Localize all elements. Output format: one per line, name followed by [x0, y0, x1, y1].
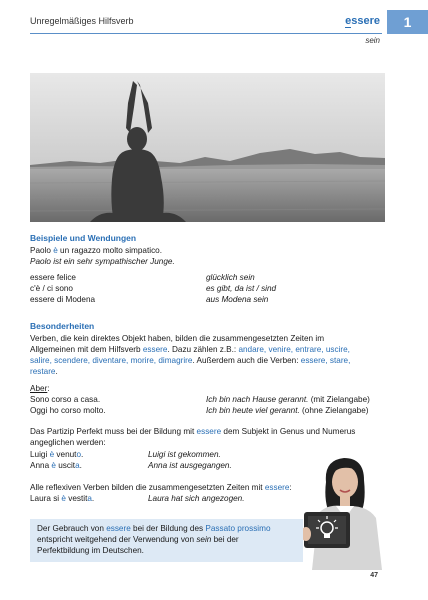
special-heading: Besonderheiten	[30, 321, 95, 331]
verb-form: è	[53, 246, 58, 255]
info-box-text: Der Gebrauch von essere bei der Bildung des Passato prossimo entspricht weitgehend der Verwendung von sein bei der Perfektbildung im Deutschen.	[37, 524, 271, 555]
agreement-example: Luigi è venuto.	[30, 450, 84, 459]
teacher-illustration	[296, 452, 390, 570]
yoga-photo	[30, 73, 385, 222]
aber-it: Oggi ho corso molto.	[30, 406, 106, 415]
phrase-de: glücklich sein	[206, 273, 255, 282]
phrase-de: es gibt, da ist / sind	[206, 284, 277, 293]
chapter-tab: 1	[387, 10, 428, 34]
header-rule	[30, 33, 382, 34]
page-number: 47	[370, 572, 378, 579]
verb-list: restare	[30, 367, 56, 376]
header-verb	[345, 15, 380, 27]
agreement-translation: Anna ist ausgegangen.	[148, 461, 232, 470]
phrase-it: essere felice	[30, 273, 76, 282]
verb-rest: ssere	[351, 15, 380, 27]
example-translation: Paolo ist ein sehr sympathischer Junge.	[30, 257, 175, 266]
running-header: Unregelmäßiges Hilfsverb	[30, 16, 134, 26]
agreement-example: Anna è uscita.	[30, 461, 82, 470]
aber-de: Ich bin heute viel gerannt. (ohne Zielangabe)	[206, 406, 369, 415]
aber-label: Aber:	[30, 384, 50, 393]
reflexive-example: Laura si è vestita.	[30, 494, 95, 503]
phrase-it: essere di Modena	[30, 295, 96, 304]
agreement-translation: Luigi ist gekommen.	[148, 450, 221, 459]
verb-initial: e	[345, 15, 352, 27]
examples-heading: Beispiele und Wendungen	[30, 233, 137, 243]
header-translation: sein	[365, 36, 380, 45]
reflexive-translation: Laura hat sich angezogen.	[148, 494, 245, 503]
special-paragraph-1: Verben, die kein direktes Objekt haben, bilden die zusammengesetzten Zeiten im Allgemeinen mit dem Hilfsverb essere. Dazu zählen z.B.: andare, venire, entrare, uscire, salire, scendere, diventare, morire, dimagrire. Außerdem auch die Verben: essere, stare, restare.	[30, 334, 351, 376]
verb-list: essere, stare,	[300, 356, 351, 365]
special-paragraph-3: Alle reflexiven Verben bilden die zusammengesetzten Zeiten mit essere:	[30, 483, 292, 492]
example-sentence: Paolo è un ragazzo molto simpatico.	[30, 246, 162, 255]
verb-list: andare, venire, entrare, uscire,	[238, 345, 350, 354]
special-paragraph-2: Das Partizip Perfekt muss bei der Bildung mit essere dem Subjekt in Genus und Numerus angeglichen werden:	[30, 427, 356, 447]
aber-it: Sono corso a casa.	[30, 395, 101, 404]
verb-list: salire, scendere, diventare, morire, dimagrire	[30, 356, 193, 365]
phrase-de: aus Modena sein	[206, 295, 269, 304]
phrase-it: c'è / ci sono	[30, 284, 73, 293]
aber-de: Ich bin nach Hause gerannt. (mit Zielangabe)	[206, 395, 370, 404]
